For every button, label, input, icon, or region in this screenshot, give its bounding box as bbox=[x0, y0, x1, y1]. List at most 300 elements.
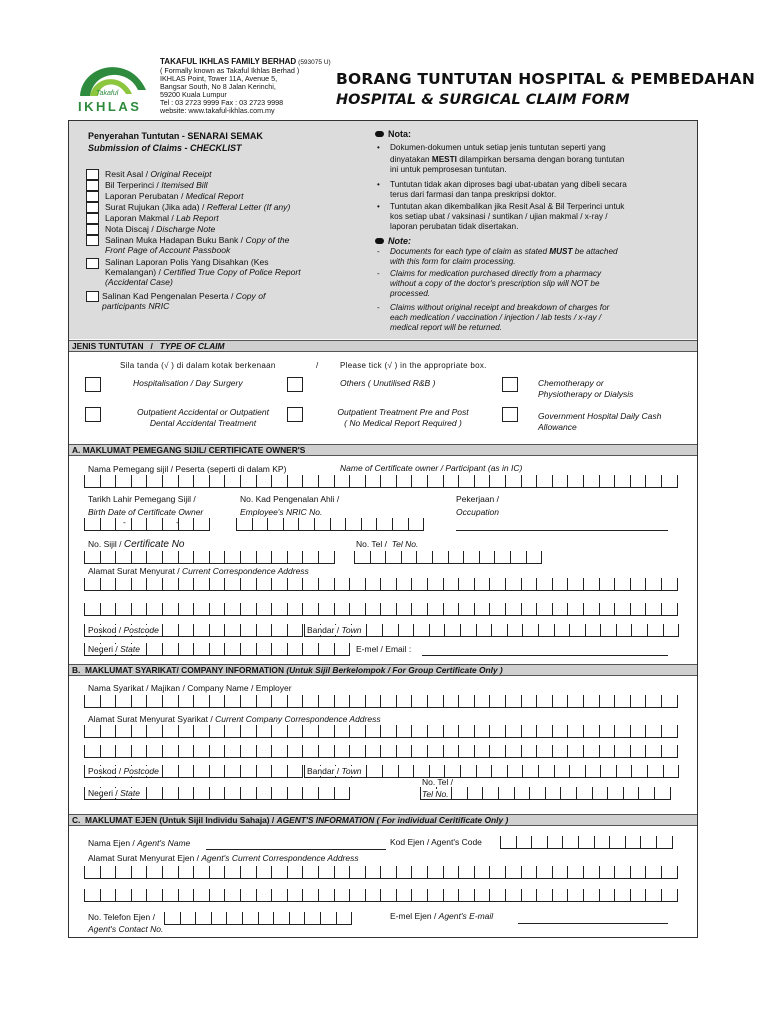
entry-box[interactable] bbox=[194, 551, 210, 564]
entry-box[interactable] bbox=[241, 787, 257, 800]
entry-box[interactable] bbox=[615, 866, 631, 879]
entry-box[interactable] bbox=[584, 889, 600, 902]
entry-box[interactable] bbox=[417, 551, 433, 564]
entry-box[interactable] bbox=[522, 578, 538, 591]
entry-box[interactable] bbox=[132, 725, 148, 738]
entry-box[interactable] bbox=[147, 578, 163, 591]
entry-box[interactable] bbox=[350, 745, 366, 758]
entry-box[interactable] bbox=[537, 695, 553, 708]
entry-box[interactable] bbox=[272, 866, 288, 879]
entry-box[interactable] bbox=[506, 695, 522, 708]
entry-box[interactable] bbox=[284, 518, 300, 531]
entry-box[interactable] bbox=[319, 695, 335, 708]
entry-box[interactable] bbox=[662, 695, 678, 708]
entry-box[interactable] bbox=[331, 518, 347, 531]
entry-box[interactable] bbox=[648, 624, 664, 637]
entry-box[interactable] bbox=[335, 643, 351, 656]
entry-box[interactable] bbox=[444, 475, 460, 488]
entry-box[interactable] bbox=[608, 787, 624, 800]
entry-box[interactable] bbox=[568, 866, 584, 879]
entry-box[interactable] bbox=[506, 603, 522, 616]
entry-box[interactable] bbox=[397, 745, 413, 758]
entry-box[interactable] bbox=[459, 475, 475, 488]
entry-box[interactable] bbox=[335, 475, 351, 488]
entry-box[interactable] bbox=[662, 578, 678, 591]
entry-box[interactable] bbox=[319, 643, 335, 656]
entry-box[interactable] bbox=[335, 866, 351, 879]
entry-box[interactable] bbox=[319, 475, 335, 488]
entry-box[interactable] bbox=[350, 695, 366, 708]
entry-box[interactable] bbox=[366, 745, 382, 758]
entry-box[interactable] bbox=[163, 695, 179, 708]
owner-name-boxes[interactable] bbox=[84, 475, 678, 488]
entry-box[interactable] bbox=[272, 624, 288, 637]
entry-box[interactable] bbox=[662, 866, 678, 879]
entry-box[interactable] bbox=[428, 725, 444, 738]
entry-box[interactable] bbox=[179, 725, 195, 738]
entry-box[interactable] bbox=[459, 725, 475, 738]
entry-box[interactable] bbox=[490, 578, 506, 591]
entry-box[interactable] bbox=[194, 725, 210, 738]
entry-box[interactable] bbox=[163, 889, 179, 902]
entry-box[interactable] bbox=[225, 475, 241, 488]
entry-box[interactable] bbox=[179, 518, 195, 531]
entry-box[interactable] bbox=[241, 866, 257, 879]
entry-box[interactable] bbox=[537, 866, 553, 879]
entry-box[interactable] bbox=[194, 603, 210, 616]
entry-box[interactable] bbox=[335, 889, 351, 902]
entry-box[interactable] bbox=[350, 603, 366, 616]
entry-box[interactable] bbox=[225, 745, 241, 758]
entry-box[interactable] bbox=[501, 836, 517, 849]
entry-box[interactable] bbox=[506, 745, 522, 758]
entry-box[interactable] bbox=[163, 551, 179, 564]
entry-box[interactable] bbox=[459, 866, 475, 879]
entry-box[interactable] bbox=[662, 475, 678, 488]
entry-box[interactable] bbox=[85, 725, 101, 738]
entry-box[interactable] bbox=[397, 695, 413, 708]
entry-box[interactable] bbox=[433, 551, 449, 564]
entry-box[interactable] bbox=[595, 836, 611, 849]
entry-box[interactable] bbox=[444, 889, 460, 902]
entry-box[interactable] bbox=[662, 889, 678, 902]
entry-box[interactable] bbox=[511, 551, 527, 564]
entry-box[interactable] bbox=[116, 551, 132, 564]
entry-box[interactable] bbox=[116, 725, 132, 738]
entry-box[interactable] bbox=[631, 889, 647, 902]
entry-box[interactable] bbox=[568, 745, 584, 758]
entry-box[interactable] bbox=[600, 866, 616, 879]
entry-box[interactable] bbox=[366, 866, 382, 879]
entry-box[interactable] bbox=[499, 787, 515, 800]
entry-box[interactable] bbox=[274, 912, 290, 925]
entry-box[interactable] bbox=[584, 475, 600, 488]
entry-box[interactable] bbox=[303, 889, 319, 902]
entry-box[interactable] bbox=[179, 866, 195, 879]
entry-box[interactable] bbox=[631, 695, 647, 708]
entry-box[interactable] bbox=[116, 603, 132, 616]
checkbox-chemotherapy[interactable] bbox=[502, 377, 518, 392]
entry-box[interactable] bbox=[584, 695, 600, 708]
entry-box[interactable] bbox=[480, 551, 496, 564]
entry-box[interactable] bbox=[303, 475, 319, 488]
entry-box[interactable] bbox=[303, 787, 319, 800]
entry-box[interactable] bbox=[371, 551, 387, 564]
entry-box[interactable] bbox=[272, 889, 288, 902]
entry-box[interactable] bbox=[610, 836, 626, 849]
entry-box[interactable] bbox=[537, 725, 553, 738]
entry-box[interactable] bbox=[584, 578, 600, 591]
entry-box[interactable] bbox=[101, 725, 117, 738]
agent-address-boxes-2[interactable] bbox=[84, 889, 678, 902]
entry-box[interactable] bbox=[459, 603, 475, 616]
entry-box[interactable] bbox=[537, 578, 553, 591]
entry-box[interactable] bbox=[272, 643, 288, 656]
entry-box[interactable] bbox=[194, 889, 210, 902]
entry-box[interactable] bbox=[615, 475, 631, 488]
entry-box[interactable] bbox=[257, 889, 273, 902]
entry-box[interactable] bbox=[626, 836, 642, 849]
entry-box[interactable] bbox=[523, 624, 539, 637]
entry-box[interactable] bbox=[381, 725, 397, 738]
entry-box[interactable] bbox=[393, 518, 409, 531]
entry-box[interactable] bbox=[570, 624, 586, 637]
entry-box[interactable] bbox=[85, 475, 101, 488]
entry-box[interactable] bbox=[179, 643, 195, 656]
entry-box[interactable] bbox=[212, 912, 228, 925]
entry-box[interactable] bbox=[539, 765, 555, 778]
entry-box[interactable] bbox=[194, 643, 210, 656]
entry-box[interactable] bbox=[553, 603, 569, 616]
checkbox-government-hospital[interactable] bbox=[502, 407, 518, 422]
birth-date-boxes[interactable] bbox=[84, 518, 210, 531]
entry-box[interactable] bbox=[490, 866, 506, 879]
entry-box[interactable] bbox=[272, 578, 288, 591]
entry-box[interactable] bbox=[303, 603, 319, 616]
entry-box[interactable] bbox=[132, 578, 148, 591]
checkbox-passbook-copy[interactable] bbox=[86, 235, 99, 246]
entry-box[interactable] bbox=[181, 912, 197, 925]
entry-box[interactable] bbox=[163, 765, 179, 778]
entry-box[interactable] bbox=[475, 603, 491, 616]
entry-box[interactable] bbox=[412, 745, 428, 758]
entry-box[interactable] bbox=[646, 889, 662, 902]
entry-box[interactable] bbox=[508, 624, 524, 637]
entry-box[interactable] bbox=[210, 765, 226, 778]
checkbox-police-report[interactable] bbox=[86, 258, 99, 269]
entry-box[interactable] bbox=[537, 603, 553, 616]
entry-box[interactable] bbox=[288, 745, 304, 758]
entry-box[interactable] bbox=[257, 603, 273, 616]
entry-box[interactable] bbox=[444, 725, 460, 738]
entry-box[interactable] bbox=[241, 603, 257, 616]
entry-box[interactable] bbox=[101, 603, 117, 616]
entry-box[interactable] bbox=[253, 518, 269, 531]
entry-box[interactable] bbox=[452, 787, 468, 800]
entry-box[interactable] bbox=[163, 624, 179, 637]
checkbox-discharge-note[interactable] bbox=[86, 224, 99, 235]
entry-box[interactable] bbox=[116, 889, 132, 902]
entry-box[interactable] bbox=[257, 551, 273, 564]
entry-box[interactable] bbox=[522, 745, 538, 758]
entry-box[interactable] bbox=[553, 695, 569, 708]
entry-box[interactable] bbox=[646, 475, 662, 488]
entry-box[interactable] bbox=[475, 695, 491, 708]
entry-box[interactable] bbox=[561, 787, 577, 800]
entry-box[interactable] bbox=[584, 745, 600, 758]
entry-box[interactable] bbox=[225, 578, 241, 591]
entry-box[interactable] bbox=[85, 578, 101, 591]
entry-box[interactable] bbox=[132, 745, 148, 758]
entry-box[interactable] bbox=[632, 765, 648, 778]
entry-box[interactable] bbox=[259, 912, 275, 925]
entry-box[interactable] bbox=[601, 765, 617, 778]
address-boxes-2[interactable] bbox=[84, 603, 678, 616]
entry-box[interactable] bbox=[210, 866, 226, 879]
entry-box[interactable] bbox=[459, 889, 475, 902]
entry-box[interactable] bbox=[179, 603, 195, 616]
entry-box[interactable] bbox=[210, 695, 226, 708]
entry-box[interactable] bbox=[227, 912, 243, 925]
company-name-boxes[interactable] bbox=[84, 695, 678, 708]
entry-box[interactable] bbox=[631, 725, 647, 738]
entry-box[interactable] bbox=[475, 578, 491, 591]
entry-box[interactable] bbox=[646, 578, 662, 591]
entry-box[interactable] bbox=[522, 866, 538, 879]
entry-box[interactable] bbox=[319, 889, 335, 902]
entry-box[interactable] bbox=[615, 889, 631, 902]
email-field[interactable] bbox=[422, 655, 668, 656]
entry-box[interactable] bbox=[362, 518, 378, 531]
entry-box[interactable] bbox=[288, 866, 304, 879]
entry-box[interactable] bbox=[522, 889, 538, 902]
entry-box[interactable] bbox=[631, 578, 647, 591]
entry-box[interactable] bbox=[350, 725, 366, 738]
entry-box[interactable] bbox=[194, 475, 210, 488]
entry-box[interactable] bbox=[210, 551, 226, 564]
entry-box[interactable] bbox=[225, 695, 241, 708]
entry-box[interactable] bbox=[553, 725, 569, 738]
entry-box[interactable] bbox=[409, 518, 425, 531]
entry-box[interactable] bbox=[495, 551, 511, 564]
entry-box[interactable] bbox=[303, 578, 319, 591]
entry-box[interactable] bbox=[132, 475, 148, 488]
entry-box[interactable] bbox=[101, 551, 117, 564]
entry-box[interactable] bbox=[475, 475, 491, 488]
entry-box[interactable] bbox=[85, 603, 101, 616]
entry-box[interactable] bbox=[257, 475, 273, 488]
entry-box[interactable] bbox=[210, 787, 226, 800]
entry-box[interactable] bbox=[428, 475, 444, 488]
entry-box[interactable] bbox=[147, 643, 163, 656]
entry-box[interactable] bbox=[303, 745, 319, 758]
entry-box[interactable] bbox=[101, 745, 117, 758]
entry-box[interactable] bbox=[321, 912, 337, 925]
entry-box[interactable] bbox=[586, 624, 602, 637]
entry-box[interactable] bbox=[600, 745, 616, 758]
entry-box[interactable] bbox=[537, 889, 553, 902]
entry-box[interactable] bbox=[346, 518, 362, 531]
entry-box[interactable] bbox=[655, 787, 671, 800]
entry-box[interactable] bbox=[257, 695, 273, 708]
entry-box[interactable] bbox=[179, 624, 195, 637]
entry-box[interactable] bbox=[506, 725, 522, 738]
entry-box[interactable] bbox=[537, 745, 553, 758]
entry-box[interactable] bbox=[517, 836, 533, 849]
entry-box[interactable] bbox=[241, 745, 257, 758]
entry-box[interactable] bbox=[492, 765, 508, 778]
entry-box[interactable] bbox=[366, 725, 382, 738]
entry-box[interactable] bbox=[225, 866, 241, 879]
entry-box[interactable] bbox=[477, 765, 493, 778]
entry-box[interactable] bbox=[381, 695, 397, 708]
entry-box[interactable] bbox=[225, 643, 241, 656]
entry-box[interactable] bbox=[444, 866, 460, 879]
entry-box[interactable] bbox=[225, 725, 241, 738]
entry-box[interactable] bbox=[475, 745, 491, 758]
entry-box[interactable] bbox=[319, 603, 335, 616]
entry-box[interactable] bbox=[546, 787, 562, 800]
entry-box[interactable] bbox=[210, 578, 226, 591]
entry-box[interactable] bbox=[132, 603, 148, 616]
entry-box[interactable] bbox=[350, 578, 366, 591]
entry-box[interactable] bbox=[532, 836, 548, 849]
entry-box[interactable] bbox=[600, 725, 616, 738]
entry-box[interactable] bbox=[163, 643, 179, 656]
certificate-no-boxes[interactable] bbox=[84, 551, 335, 564]
entry-box[interactable] bbox=[147, 475, 163, 488]
entry-box[interactable] bbox=[225, 551, 241, 564]
entry-box[interactable] bbox=[147, 551, 163, 564]
entry-box[interactable] bbox=[412, 725, 428, 738]
entry-box[interactable] bbox=[303, 643, 319, 656]
entry-box[interactable] bbox=[350, 866, 366, 879]
entry-box[interactable] bbox=[600, 578, 616, 591]
entry-box[interactable] bbox=[377, 518, 393, 531]
entry-box[interactable] bbox=[272, 787, 288, 800]
entry-box[interactable] bbox=[624, 787, 640, 800]
entry-box[interactable] bbox=[430, 624, 446, 637]
entry-box[interactable] bbox=[194, 518, 210, 531]
checkbox-hospitalisation[interactable] bbox=[85, 377, 101, 392]
entry-box[interactable] bbox=[553, 745, 569, 758]
checkbox-itemised-bill[interactable] bbox=[86, 180, 99, 191]
entry-box[interactable] bbox=[615, 745, 631, 758]
entry-box[interactable] bbox=[257, 745, 273, 758]
entry-box[interactable] bbox=[414, 624, 430, 637]
entry-box[interactable] bbox=[641, 836, 657, 849]
entry-box[interactable] bbox=[272, 551, 288, 564]
entry-box[interactable] bbox=[568, 475, 584, 488]
entry-box[interactable] bbox=[568, 725, 584, 738]
entry-box[interactable] bbox=[412, 889, 428, 902]
entry-box[interactable] bbox=[553, 475, 569, 488]
entry-box[interactable] bbox=[662, 603, 678, 616]
entry-box[interactable] bbox=[241, 725, 257, 738]
entry-box[interactable] bbox=[272, 745, 288, 758]
entry-box[interactable] bbox=[383, 765, 399, 778]
entry-box[interactable] bbox=[367, 624, 383, 637]
checkbox-nric-copy[interactable] bbox=[86, 291, 99, 302]
entry-box[interactable] bbox=[163, 475, 179, 488]
entry-box[interactable] bbox=[412, 578, 428, 591]
entry-box[interactable] bbox=[319, 578, 335, 591]
entry-box[interactable] bbox=[210, 643, 226, 656]
entry-box[interactable] bbox=[600, 603, 616, 616]
entry-box[interactable] bbox=[366, 578, 382, 591]
entry-box[interactable] bbox=[492, 624, 508, 637]
entry-box[interactable] bbox=[646, 866, 662, 879]
entry-box[interactable] bbox=[601, 624, 617, 637]
entry-box[interactable] bbox=[506, 475, 522, 488]
entry-box[interactable] bbox=[179, 889, 195, 902]
entry-box[interactable] bbox=[428, 695, 444, 708]
entry-box[interactable] bbox=[617, 624, 633, 637]
entry-box[interactable] bbox=[272, 603, 288, 616]
entry-box[interactable] bbox=[335, 695, 351, 708]
entry-box[interactable] bbox=[194, 578, 210, 591]
entry-box[interactable] bbox=[506, 866, 522, 879]
entry-box[interactable] bbox=[412, 866, 428, 879]
entry-box[interactable] bbox=[116, 578, 132, 591]
entry-box[interactable] bbox=[225, 787, 241, 800]
entry-box[interactable] bbox=[288, 603, 304, 616]
entry-box[interactable] bbox=[522, 603, 538, 616]
entry-box[interactable] bbox=[553, 866, 569, 879]
entry-box[interactable] bbox=[241, 765, 257, 778]
entry-box[interactable] bbox=[147, 889, 163, 902]
entry-box[interactable] bbox=[319, 551, 335, 564]
entry-box[interactable] bbox=[459, 578, 475, 591]
entry-box[interactable] bbox=[268, 518, 284, 531]
entry-box[interactable] bbox=[85, 551, 101, 564]
entry-box[interactable] bbox=[600, 889, 616, 902]
entry-box[interactable] bbox=[381, 578, 397, 591]
entry-box[interactable] bbox=[163, 745, 179, 758]
entry-box[interactable] bbox=[147, 787, 163, 800]
entry-box[interactable] bbox=[563, 836, 579, 849]
entry-box[interactable] bbox=[196, 912, 212, 925]
entry-box[interactable] bbox=[165, 912, 181, 925]
entry-box[interactable] bbox=[272, 475, 288, 488]
entry-box[interactable] bbox=[664, 765, 680, 778]
entry-box[interactable] bbox=[194, 745, 210, 758]
entry-box[interactable] bbox=[194, 866, 210, 879]
entry-box[interactable] bbox=[116, 695, 132, 708]
entry-box[interactable] bbox=[402, 551, 418, 564]
entry-box[interactable] bbox=[132, 695, 148, 708]
entry-box[interactable] bbox=[257, 765, 273, 778]
entry-box[interactable] bbox=[315, 518, 331, 531]
entry-box[interactable] bbox=[397, 578, 413, 591]
entry-box[interactable] bbox=[85, 745, 101, 758]
entry-box[interactable] bbox=[243, 912, 259, 925]
entry-box[interactable] bbox=[288, 551, 304, 564]
entry-box[interactable] bbox=[101, 889, 117, 902]
entry-box[interactable] bbox=[579, 836, 595, 849]
entry-box[interactable] bbox=[288, 578, 304, 591]
entry-box[interactable] bbox=[508, 765, 524, 778]
entry-box[interactable] bbox=[225, 765, 241, 778]
entry-box[interactable] bbox=[383, 624, 399, 637]
checkbox-outpatient-accidental[interactable] bbox=[85, 407, 101, 422]
entry-box[interactable] bbox=[568, 695, 584, 708]
checkbox-original-receipt[interactable] bbox=[86, 169, 99, 180]
entry-box[interactable] bbox=[600, 475, 616, 488]
entry-box[interactable] bbox=[399, 624, 415, 637]
entry-box[interactable] bbox=[646, 725, 662, 738]
entry-box[interactable] bbox=[85, 889, 101, 902]
